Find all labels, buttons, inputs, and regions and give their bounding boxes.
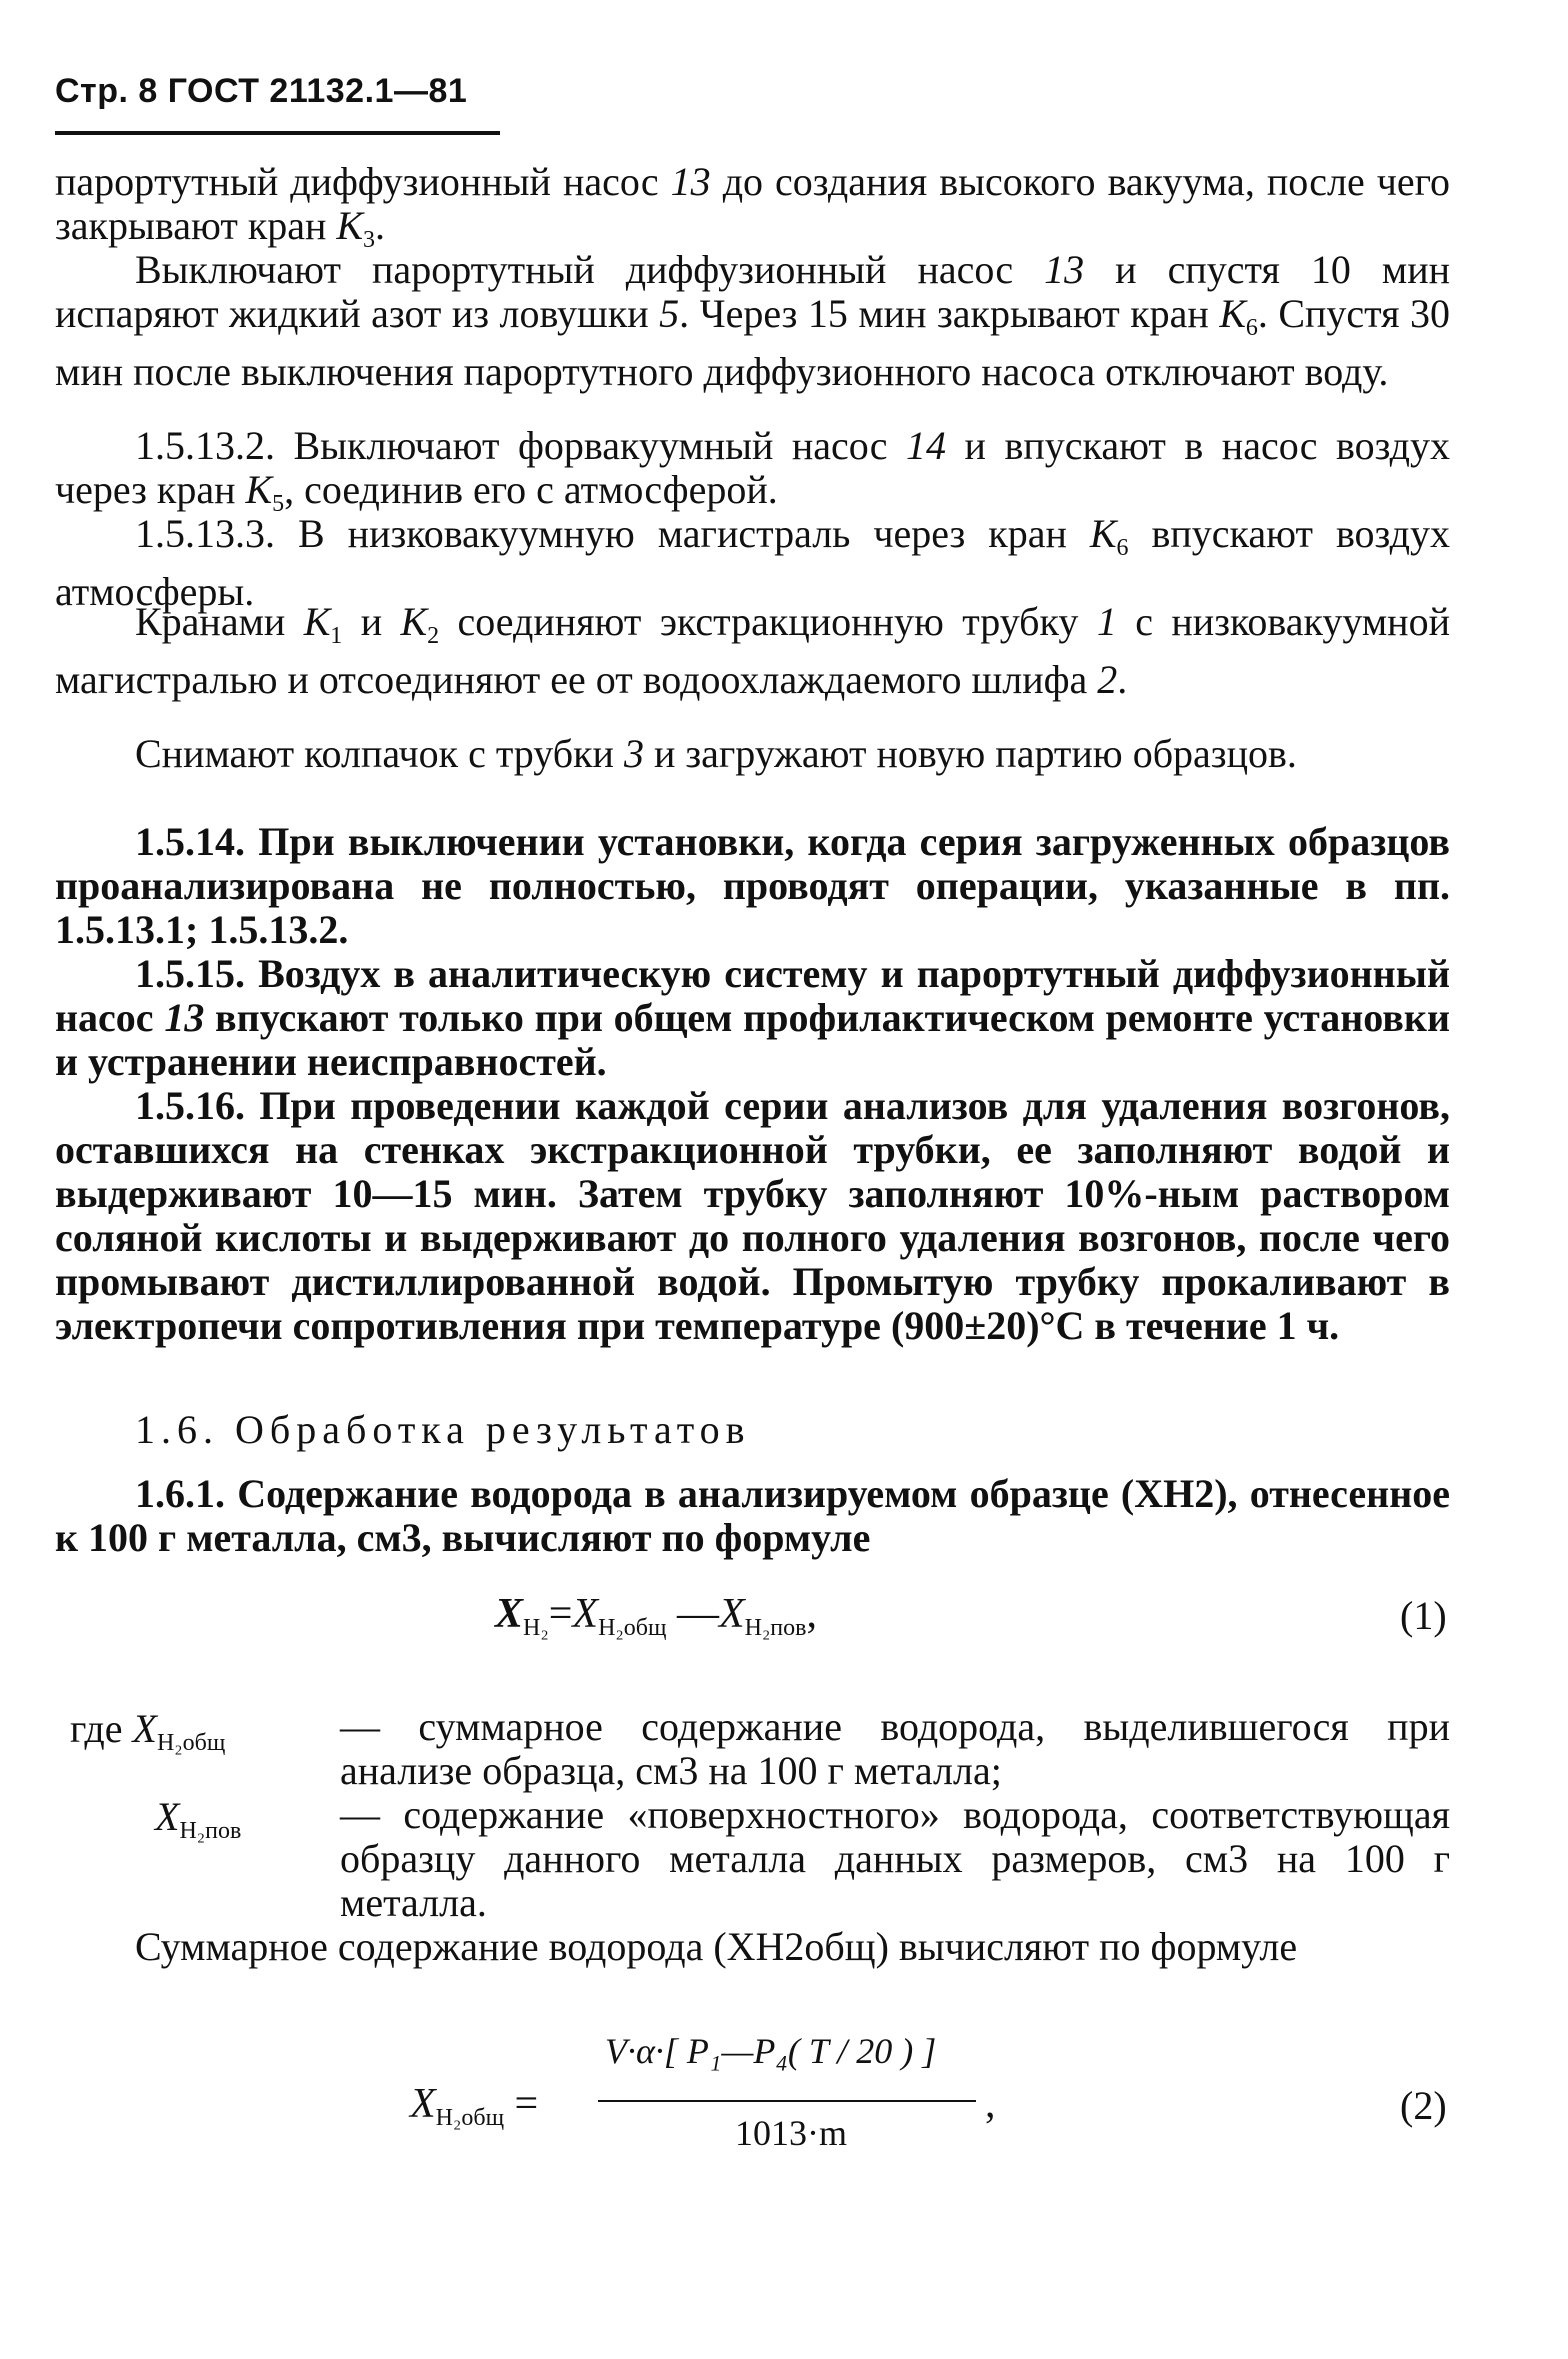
formula-2-denominator: 1013·m	[735, 2113, 847, 2153]
formula-1: $X_{H_2}=X_{H_2общ}$ $—X_{H_2пов}$,	[495, 1591, 817, 1641]
equation-number-2: (2)	[1400, 2083, 1447, 2128]
formula-2-fraction-bar	[598, 2100, 976, 2102]
paragraph-total-hydrogen: Суммарное содержание водорода (XH2общ) вычисляют по формуле	[135, 1924, 1298, 1969]
formula-2-lhs: $X_{H_2общ}$ =	[410, 2081, 539, 2131]
formula-2-comma: ,	[985, 2081, 996, 2127]
definition-total-hydrogen: — суммарное содержание водорода, выделившегося при анализе образца, см3 на 100 г металла;	[340, 1704, 1450, 1793]
paragraph-1-5-15: 1.5.15. Воздух в аналитическую систему и паpортутный диффузионный насос 13 впускают только при общем профилактическом ремонте установки и устранении неисправностей.	[55, 951, 1450, 1084]
paragraph-1-5-13-2: 1.5.13.2. Выключают форвакуумный насос 14 и впускают в насос воздух через кран $К_5$, соединив его с атмосферой.	[55, 423, 1450, 517]
paragraph-1-6-1: 1.6.1. Содержание водорода в анализируемом образце (XH2), отнесенное к 100 г металла, см3, вычисляют по формуле	[55, 1471, 1450, 1560]
header-rule	[55, 131, 500, 135]
definition-sym2: $X_{H_2пов}$	[155, 1794, 242, 1844]
paragraph-valves: Кранами $К_1$ и $К_2$ соединяют экстракционную трубку 1 с низковакуумной магистралью и отсоединяют ее от водоохлаждаемого шлифа 2.	[55, 599, 1450, 702]
page-header: Стр. 8 ГОСТ 21132.1—81	[55, 72, 468, 110]
where-label-sym1: где $X_{H_2общ}$	[70, 1706, 226, 1756]
paragraph-1-5-13-3: 1.5.13.3. В низковакуумную магистраль через кран $К_6$ впускают воздух атмосферы.	[55, 511, 1450, 614]
section-heading: 1.6. Обработка результатов	[135, 1407, 751, 1452]
paragraph-cap: Снимают колпачок с трубки 3 и загружают новую партию образцов.	[135, 731, 1297, 776]
paragraph-1-5-16: 1.5.16. При проведении каждой серии анализов для удаления возгонов, оставшихся на стенках экстракционной трубки, ее заполняют водой и выдерживают 10—15 мин. Затем трубку заполняют 10%-ным раствором соляной кислоты и выдерживают до полного удаления возгонов, после чего промывают дистиллированной водой. Промытую трубку прокаливают в электропечи сопротивления при температуре (900±20)°С в течение 1 ч.	[55, 1083, 1450, 1348]
paragraph-switch-off: Выключают паpортутный диффузионный насос 13 и спустя 10 мин испаряют жидкий азот из ловушки 5. Через 15 мин закрывают кран $К_6$. Спустя 30 мин после выключения паpортутного диффузионного насоса отключают воду.	[55, 247, 1451, 394]
paragraph-1-5-14: 1.5.14. При выключении установки, когда серия загруженных образцов проанализирована не полностью, проводят операции, указанные в пп. 1.5.13.1; 1.5.13.2.	[55, 819, 1450, 952]
equation-number-1: (1)	[1400, 1593, 1447, 1638]
paragraph-continuation: пароpтутный диффузионный насос 13 до создания высокого вакуума, после чего закрывают кран $К_3$.	[55, 159, 1451, 253]
formula-2-numerator: V·α·[ P₁—P₄( T / 20 ) ]	[605, 2031, 937, 2071]
definition-surface-hydrogen: — содержание «поверхностного» водорода, соответствующая образцу данного металла данных размеров, см3 на 100 г металла.	[340, 1792, 1450, 1925]
